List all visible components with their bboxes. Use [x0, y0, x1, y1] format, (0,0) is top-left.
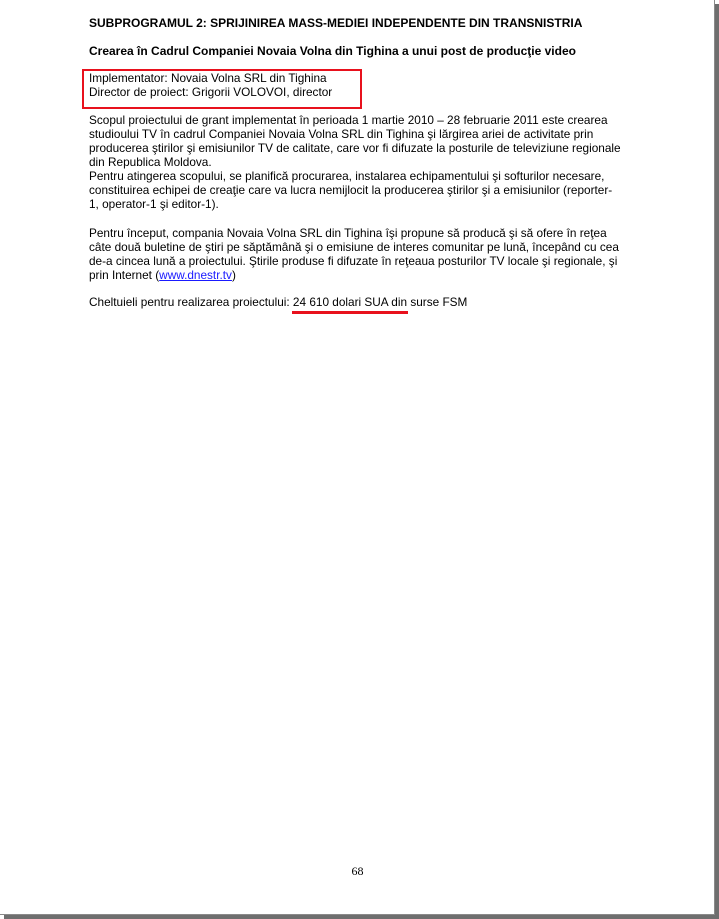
link-prefix: prin Internet ( [89, 268, 160, 282]
section-heading: SUBPROGRAMUL 2: SPRIJINIREA MASS-MEDIEI INDEPENDENTE DIN TRANSNISTRIA [89, 16, 583, 30]
paragraph-line: constituirea echipei de creaţie care va lucra nemijlocit la producerea ştirilor şi a emisiunilor (reporter- [89, 183, 613, 197]
paragraph-line: producerea ştirilor şi emisiunilor TV de calitate, care vor fi difuzate la posturile de televiziune regionale [89, 141, 621, 155]
project-title: Crearea în Cadrul Companiei Novaia Volna din Tighina a unui post de producţie video [89, 44, 576, 58]
paragraph-line: din Republica Moldova. [89, 155, 212, 169]
paragraph-line: Pentru început, compania Novaia Volna SRL din Tighina îşi propune să producă şi să ofere în reţea [89, 226, 607, 240]
expenses-line: Cheltuieli pentru realizarea proiectului: 24 610 dolari SUA din surse FSM [89, 295, 468, 309]
page-shadow-bottom [4, 915, 719, 919]
paragraph-line: Scopul proiectului de grant implementat în perioada 1 martie 2010 – 28 februarie 2011 este crearea [89, 113, 608, 127]
implementer-line: Implementator: Novaia Volna SRL din Tighina [89, 71, 327, 85]
director-line: Director de proiect: Grigorii VOLOVOI, director [89, 85, 333, 99]
paragraph-line: studioului TV în cadrul Companiei Novaia Volna SRL din Tighina şi lărgirea ariei de activitate prin [89, 127, 594, 141]
page-shadow-right [715, 4, 719, 919]
page-number: 68 [351, 864, 364, 878]
link-suffix: ) [231, 268, 236, 282]
paragraph-line-link [89, 269, 236, 282]
paragraph-line: câte două buletine de ştiri pe săptămână şi o emisiune de interes comunitar pe lună, începând cu cea [89, 240, 619, 254]
amount-underline [292, 311, 408, 314]
paragraph-line: Pentru atingerea scopului, se planifică procurarea, instalarea echipamentului şi softurilor necesare, [89, 169, 605, 183]
paragraph-line: 1, operator-1 şi editor-1). [89, 197, 219, 211]
paragraph-line: de-a cincea lună a proiectului. Ştirile produse fi difuzate în reţeaua posturilor TV locale şi regionale, şi [89, 254, 618, 268]
website-link[interactable]: www.dnestr.tv [159, 268, 232, 282]
